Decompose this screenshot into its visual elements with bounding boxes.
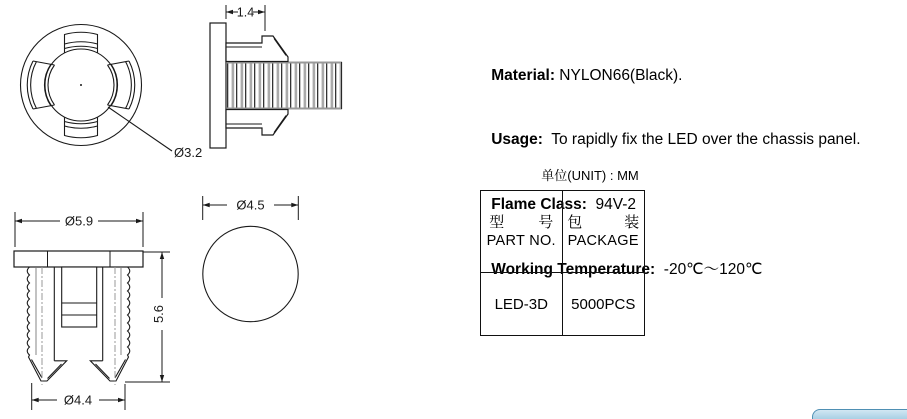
bottom-wing (65, 117, 98, 138)
dim-flange-dia: Ø5.9 (64, 213, 94, 229)
left-leg (27, 267, 66, 381)
barrel-top-view-drawing (190, 190, 312, 340)
left-wing (27, 61, 54, 109)
part-no-en-label: PART NO. (486, 232, 556, 249)
package-cn-char2: 装 (624, 213, 640, 231)
header-part-no-cell (481, 191, 563, 273)
material-line (474, 43, 904, 108)
right-wing (108, 61, 135, 109)
usage-value: To rapidly fix the LED over the chassis panel. (542, 131, 861, 149)
dim-barrel-dia: Ø4.5 (236, 197, 265, 213)
dim-flange-thickness: 1.4 (236, 5, 255, 20)
usage-line (474, 108, 904, 173)
package-value-cell: 5000PCS (571, 295, 636, 313)
package-en-label: PACKAGE (567, 232, 639, 249)
side-view-drawing (195, 0, 373, 165)
part-no-value-cell: LED-3D (481, 273, 563, 335)
part-no-cn-char2: 号 (538, 213, 554, 231)
center-post (62, 267, 97, 327)
package-cn-char1: 包 (567, 213, 583, 231)
bottom-view-drawing (0, 203, 185, 418)
upper-latch (226, 36, 288, 62)
flange-side (210, 23, 226, 148)
working-temperature-value: -20℃～120℃ (655, 260, 763, 278)
flange-front (14, 251, 143, 267)
usage-label: Usage: (491, 131, 543, 149)
lower-latch (226, 110, 288, 136)
center-mark (80, 84, 82, 86)
flame-class-value: 94V-2 (586, 196, 636, 214)
header-package-cell (563, 191, 645, 273)
front-view-drawing (0, 0, 212, 178)
material-value: NYLON66(Black). (554, 66, 683, 84)
flame-class-label: Flame Class: (491, 196, 587, 214)
ribbed-barrel (227, 62, 342, 109)
dim-front-hole: Ø3.2 (174, 145, 203, 160)
material-label: Material: (491, 66, 555, 84)
working-temperature-label: Working Temperature: (491, 260, 656, 278)
unit-label: 单位(UNIT) : MM (541, 168, 639, 183)
dim-snap-dia: Ø4.4 (63, 392, 93, 408)
dim-height: 5.6 (151, 304, 166, 324)
part-no-cn-char1: 型 (489, 213, 505, 231)
spec-table (480, 190, 645, 336)
arrow-right (258, 10, 265, 14)
arrow-left (226, 10, 233, 14)
barrel-circle (203, 226, 298, 321)
leader-line (108, 107, 172, 151)
top-wing (65, 32, 98, 53)
